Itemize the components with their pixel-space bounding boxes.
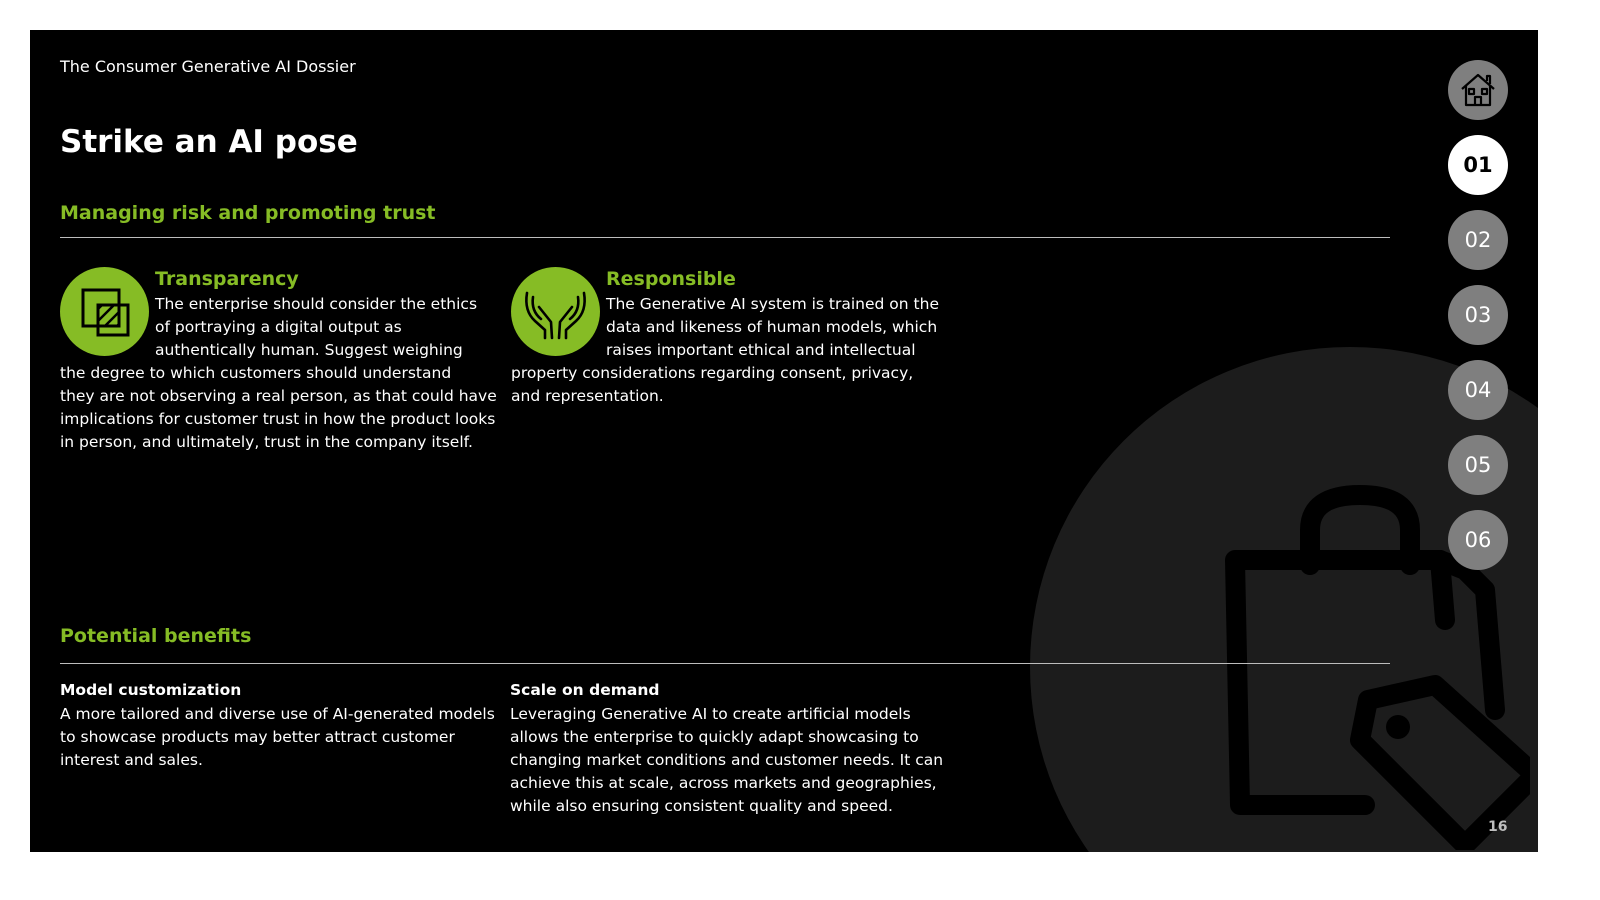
text-line: and representation. <box>511 387 664 405</box>
text-line: in person, and ultimately, trust in the company itself. <box>60 433 473 451</box>
text-line: raises important ethical and intellectual <box>606 341 916 359</box>
transparency-squares-icon <box>60 267 149 356</box>
card-title-transparency: Transparency <box>155 268 299 290</box>
text-line: the degree to which customers should understand <box>60 364 452 382</box>
section-heading-benefits: Potential benefits <box>60 625 252 647</box>
card-body-transparency-bottom <box>60 362 497 454</box>
text-line: interest and sales. <box>60 751 203 769</box>
text-line: authentically human. Suggest weighing <box>155 341 463 359</box>
card-body-responsible-bottom <box>511 362 913 408</box>
home-button[interactable] <box>1448 60 1508 120</box>
text-line: changing market conditions and customer needs. It can <box>510 751 944 769</box>
benefit-body-model-customization <box>60 703 495 772</box>
card-body-transparency-top <box>155 293 477 362</box>
text-line: A more tailored and diverse use of AI-generated models <box>60 705 495 723</box>
open-hands-icon <box>511 267 600 356</box>
section-heading-risk: Managing risk and promoting trust <box>60 202 436 224</box>
text-line: implications for customer trust in how the product looks <box>60 410 496 428</box>
section-divider <box>60 663 1390 664</box>
home-icon <box>1458 70 1498 110</box>
nav-button-01[interactable]: 01 <box>1448 135 1508 195</box>
nav-button-03[interactable]: 03 <box>1448 285 1508 345</box>
nav-button-06[interactable]: 06 <box>1448 510 1508 570</box>
text-line: The Generative AI system is trained on the <box>606 295 939 313</box>
text-line: of portraying a digital output as <box>155 318 402 336</box>
benefit-title-scale-on-demand: Scale on demand <box>510 681 660 699</box>
card-title-responsible: Responsible <box>606 268 736 290</box>
text-line: data and likeness of human models, which <box>606 318 938 336</box>
document-title: The Consumer Generative AI Dossier <box>60 57 356 76</box>
text-line: to showcase products may better attract customer <box>60 728 455 746</box>
nav-button-04[interactable]: 04 <box>1448 360 1508 420</box>
text-line: property considerations regarding consent, privacy, <box>511 364 914 382</box>
text-line: Leveraging Generative AI to create artificial models <box>510 705 911 723</box>
nav-button-05[interactable]: 05 <box>1448 435 1508 495</box>
text-line: achieve this at scale, across markets and geographies, <box>510 774 937 792</box>
slide <box>30 30 1538 852</box>
benefit-body-scale-on-demand <box>510 703 943 818</box>
nav-button-02[interactable]: 02 <box>1448 210 1508 270</box>
text-line: The enterprise should consider the ethics <box>155 295 478 313</box>
text-line: they are not observing a real person, as that could have <box>60 387 497 405</box>
page-title: Strike an AI pose <box>60 124 358 160</box>
text-line: while also ensuring consistent quality and speed. <box>510 797 893 815</box>
benefit-title-model-customization: Model customization <box>60 681 242 699</box>
page-number: 16 <box>1488 819 1508 835</box>
card-body-responsible-top <box>606 293 939 362</box>
text-line: allows the enterprise to quickly adapt showcasing to <box>510 728 919 746</box>
section-divider <box>60 237 1390 238</box>
